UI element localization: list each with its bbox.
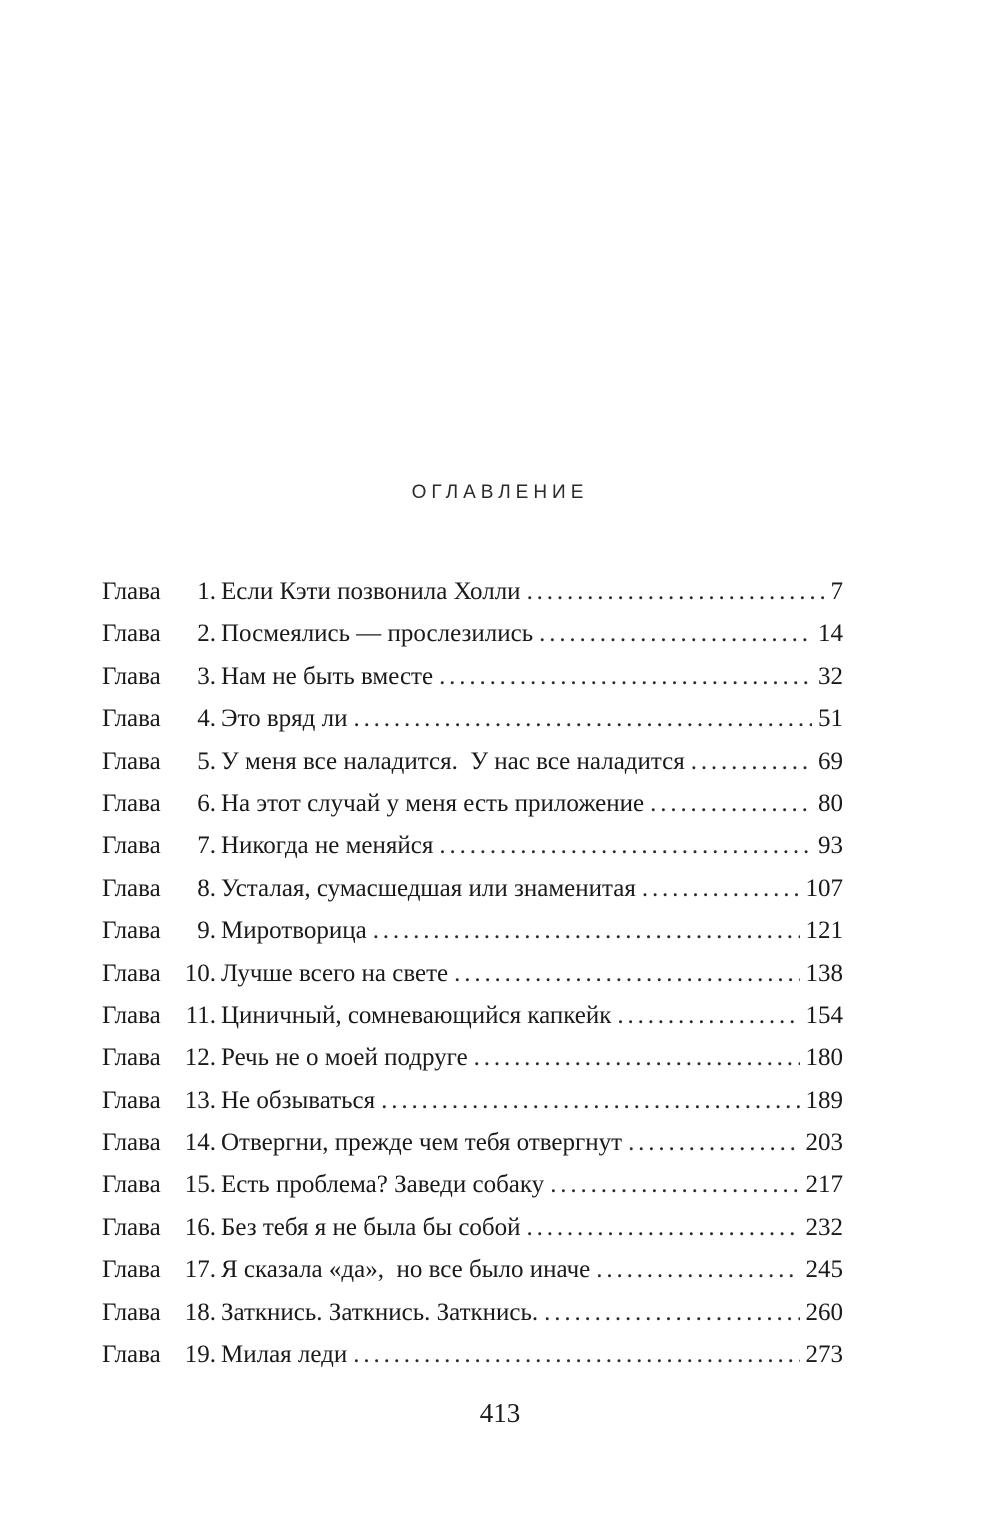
toc-chapter-number: 3. <box>197 662 216 690</box>
toc-chapter-word: Глава <box>102 620 161 648</box>
toc-entry-prefix <box>102 1207 216 1249</box>
toc-chapter-word: Глава <box>102 1129 161 1157</box>
toc-chapter-number: 9. <box>197 917 216 945</box>
toc-chapter-word: Глава <box>102 1341 161 1369</box>
toc-dot-leader <box>691 741 812 783</box>
toc-chapter-title: Никогда не меняйся <box>221 832 434 860</box>
toc-chapter-number: 15. <box>184 1171 216 1199</box>
toc-chapter-word: Глава <box>102 1256 161 1284</box>
toc-chapter-word: Глава <box>102 959 161 987</box>
toc-chapter-word: Глава <box>102 747 161 775</box>
toc-entry-prefix <box>102 571 216 613</box>
toc-entry-prefix <box>102 1334 216 1376</box>
toc-chapter-number: 13. <box>184 1086 216 1114</box>
toc-entry <box>102 656 843 698</box>
toc-dot-leader <box>617 995 799 1037</box>
toc-dot-leader <box>596 1249 799 1291</box>
toc-page-number: 232 <box>805 1213 843 1241</box>
toc-dot-leader <box>474 1037 800 1079</box>
toc-chapter-title: Не обзываться <box>221 1086 376 1114</box>
toc-chapter-number: 1. <box>197 578 216 605</box>
toc-chapter-word: Глава <box>102 662 161 690</box>
toc-page-number: 189 <box>805 1086 843 1114</box>
toc-chapter-title: Отвергни, прежде чем тебя отвергнут <box>221 1129 623 1157</box>
toc-chapter-number: 2. <box>197 620 216 648</box>
toc-page-number: 7 <box>830 578 843 605</box>
toc-dot-leader <box>353 698 812 740</box>
toc-entry <box>102 1164 843 1206</box>
toc-page-number: 69 <box>818 747 843 775</box>
toc-chapter-word: Глава <box>102 1298 161 1326</box>
toc-entry-prefix <box>102 783 216 825</box>
toc-entry <box>102 698 843 740</box>
toc-chapter-title: На этот случай у меня есть приложение <box>221 789 645 817</box>
toc-entry-prefix <box>102 995 216 1037</box>
toc-chapter-title: Я сказала «да», но все было иначе <box>221 1256 591 1284</box>
toc-entry <box>102 1292 843 1334</box>
toc-dot-leader <box>373 910 800 952</box>
toc-dot-leader <box>628 1122 799 1164</box>
toc-chapter-number: 5. <box>197 747 216 775</box>
toc-entry <box>102 910 843 952</box>
toc-chapter-title: Циничный, сомневающийся капкейк <box>221 1001 612 1029</box>
toc-entry-prefix <box>102 1164 216 1206</box>
toc-entry-prefix <box>102 1122 216 1164</box>
toc-page-number: 245 <box>805 1256 843 1284</box>
toc-page-number: 80 <box>818 789 843 817</box>
toc-chapter-word: Глава <box>102 1171 161 1199</box>
toc-dot-leader <box>527 571 825 613</box>
toc-chapter-word: Глава <box>102 832 161 860</box>
toc-entry-prefix <box>102 613 216 655</box>
toc-chapter-title: Усталая, сумасшедшая или знаменитая <box>221 874 636 902</box>
toc-chapter-title: Есть проблема? Заведи собаку <box>221 1171 545 1199</box>
toc-chapter-title: Без тебя я не была бы собой <box>221 1213 521 1241</box>
toc-page-number: 121 <box>805 917 843 945</box>
toc-page-number: 51 <box>818 705 843 733</box>
toc-dot-leader <box>642 868 800 910</box>
toc-entry <box>102 1249 843 1291</box>
toc-page-number: 32 <box>818 662 843 690</box>
toc-entry-prefix <box>102 698 216 740</box>
toc-page-number: 154 <box>805 1001 843 1029</box>
toc-entry <box>102 1122 843 1164</box>
toc-entry-prefix <box>102 656 216 698</box>
toc-page-number: 107 <box>805 874 843 902</box>
toc-entry <box>102 1334 843 1376</box>
toc-chapter-number: 19. <box>184 1341 216 1369</box>
toc-chapter-title: Это вряд ли <box>221 705 348 733</box>
toc-chapter-number: 6. <box>197 789 216 817</box>
toc-entry-prefix <box>102 1037 216 1079</box>
toc-chapter-word: Глава <box>102 1086 161 1114</box>
toc-chapter-number: 18. <box>184 1298 216 1326</box>
toc-dot-leader <box>539 613 812 655</box>
toc-chapter-title: Нам не быть вместе <box>221 662 434 690</box>
toc-entry <box>102 571 843 613</box>
toc-entry <box>102 953 843 995</box>
page-number: 413 <box>479 1398 521 1428</box>
toc-page-number: 14 <box>818 620 843 648</box>
toc-dot-leader <box>544 1292 799 1334</box>
toc-chapter-number: 12. <box>184 1044 216 1072</box>
toc-dot-leader <box>454 953 799 995</box>
toc-entry-prefix <box>102 1080 216 1122</box>
toc-entry-prefix <box>102 910 216 952</box>
toc-list <box>102 571 843 1376</box>
toc-chapter-number: 16. <box>184 1213 216 1241</box>
toc-entry <box>102 1080 843 1122</box>
toc-chapter-title: Речь не о моей подруге <box>221 1044 468 1072</box>
toc-dot-leader <box>527 1207 800 1249</box>
toc-chapter-title: Посмеялись — прослезились <box>221 620 534 648</box>
toc-page-number: 180 <box>805 1044 843 1072</box>
toc-entry <box>102 741 843 783</box>
toc-entry-prefix <box>102 741 216 783</box>
toc-chapter-number: 11. <box>185 1001 216 1029</box>
toc-chapter-number: 17. <box>184 1256 216 1284</box>
toc-chapter-number: 8. <box>197 874 216 902</box>
toc-heading: ОГЛАВЛЕНИЕ <box>411 482 589 503</box>
toc-entry <box>102 995 843 1037</box>
toc-entry-prefix <box>102 868 216 910</box>
toc-page-number: 93 <box>818 832 843 860</box>
toc-chapter-title: Милая леди <box>221 1341 348 1369</box>
toc-chapter-number: 7. <box>197 832 216 860</box>
toc-chapter-word: Глава <box>102 705 161 733</box>
toc-chapter-title: Лучше всего на свете <box>221 959 449 987</box>
toc-entry-prefix <box>102 1292 216 1334</box>
toc-chapter-title: Заткнись. Заткнись. Заткнись. <box>221 1298 539 1326</box>
toc-entry <box>102 868 843 910</box>
toc-chapter-word: Глава <box>102 1213 161 1241</box>
toc-page-number: 273 <box>805 1341 843 1369</box>
toc-page-number: 217 <box>805 1171 843 1199</box>
toc-chapter-word: Глава <box>102 874 161 902</box>
toc-chapter-number: 4. <box>197 705 216 733</box>
toc-chapter-word: Глава <box>102 578 161 605</box>
toc-chapter-title: Миротворица <box>221 917 367 945</box>
toc-dot-leader <box>650 783 812 825</box>
toc-chapter-word: Глава <box>102 1001 161 1029</box>
toc-dot-leader <box>439 825 812 867</box>
toc-entry <box>102 613 843 655</box>
toc-chapter-title: У меня все наладится. У нас все наладится <box>221 747 685 775</box>
toc-entry <box>102 1207 843 1249</box>
toc-entry <box>102 825 843 867</box>
toc-dot-leader <box>439 656 812 698</box>
toc-chapter-number: 10. <box>184 959 216 987</box>
toc-page-number: 203 <box>805 1129 843 1157</box>
toc-entry <box>102 783 843 825</box>
toc-entry-prefix <box>102 953 216 995</box>
toc-dot-leader <box>381 1080 799 1122</box>
toc-chapter-title: Если Кэти позвонила Холли <box>221 578 521 605</box>
toc-entry <box>102 1037 843 1079</box>
toc-dot-leader <box>550 1164 799 1206</box>
toc-entry-prefix <box>102 1249 216 1291</box>
toc-chapter-word: Глава <box>102 1044 161 1072</box>
toc-chapter-number: 14. <box>184 1129 216 1157</box>
toc-page-number: 138 <box>805 959 843 987</box>
toc-entry-prefix <box>102 825 216 867</box>
toc-chapter-word: Глава <box>102 917 161 945</box>
toc-chapter-word: Глава <box>102 789 161 817</box>
toc-page-number: 260 <box>805 1298 843 1326</box>
toc-dot-leader <box>353 1334 799 1376</box>
